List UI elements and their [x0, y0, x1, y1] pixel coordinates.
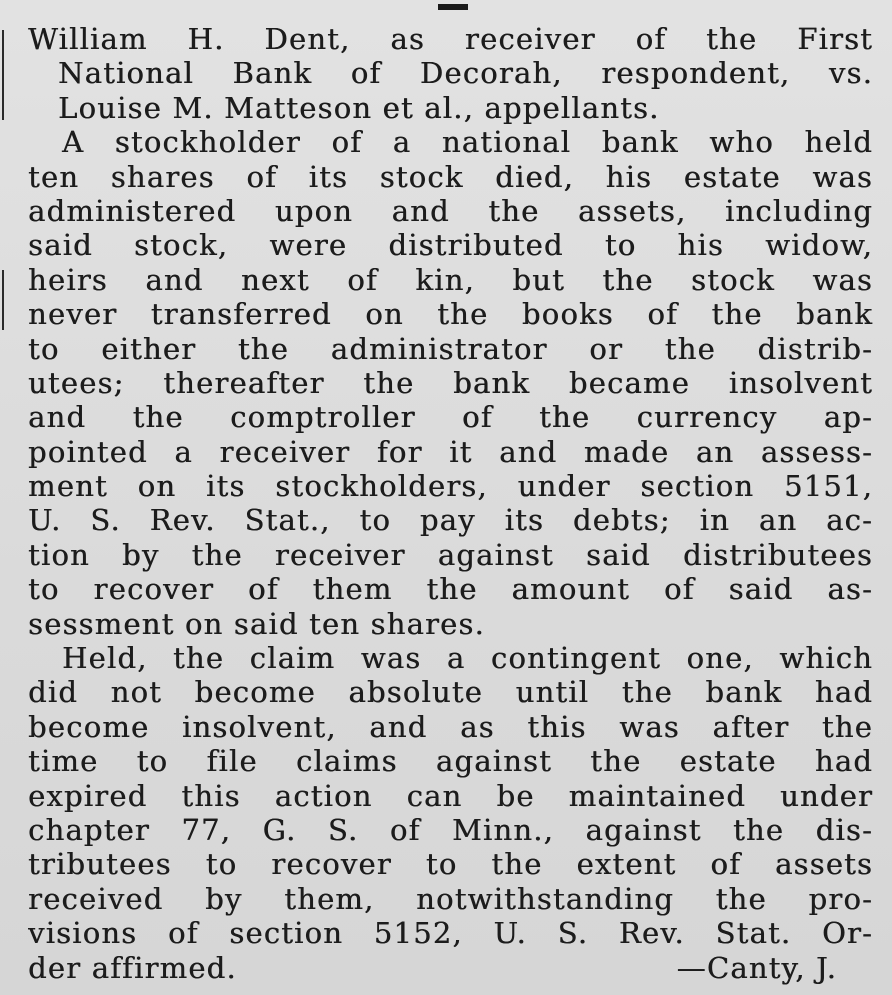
syllabus-line: to either the administrator or the distrib- — [28, 331, 873, 366]
syllabus-line: sessment on said ten shares. — [28, 606, 485, 641]
syllabus-line: ment on its stockholders, under section 5151, — [28, 469, 873, 504]
holding-line: received by them, notwithstanding the pro- — [28, 881, 873, 916]
judge-signature: —Canty, J. — [676, 950, 837, 985]
holding-line: tributees to recover to the extent of assets — [28, 847, 873, 882]
case-caption-line: National Bank of Decorah, respondent, vs. — [58, 56, 873, 91]
syllabus-line: tion by the receiver against said distributees — [28, 537, 873, 572]
syllabus-line: said stock, were distributed to his widow, — [28, 228, 873, 263]
holding-line: did not become absolute until the bank had — [28, 675, 873, 710]
syllabus-line: heirs and next of kin, but the stock was — [28, 262, 873, 297]
syllabus-line: ten shares of its stock died, his estate was — [28, 159, 873, 194]
syllabus-line: A stockholder of a national bank who held — [62, 125, 873, 160]
left-edge-mark — [2, 30, 4, 120]
holding-line: expired this action can be maintained under — [28, 778, 873, 813]
left-edge-mark — [2, 270, 4, 330]
syllabus-line: administered upon and the assets, including — [28, 193, 873, 228]
order-line — [28, 951, 873, 985]
holding-line: time to file claims against the estate had — [28, 744, 873, 779]
case-caption-line: William H. Dent, as receiver of the First — [28, 22, 873, 56]
holding-line: chapter 77, G. S. of Minn., against the dis- — [28, 812, 873, 847]
text-column — [28, 22, 873, 985]
syllabus-line: U. S. Rev. Stat., to pay its debts; in an ac- — [28, 503, 873, 538]
case-caption-line: Louise M. Matteson et al., appellants. — [58, 90, 660, 125]
holding-line: become insolvent, and as this was after the — [28, 709, 873, 744]
holding-line: Held, the claim was a contingent one, which — [62, 641, 873, 676]
syllabus-line: and the comptroller of the currency ap- — [28, 400, 873, 435]
syllabus-line: never transferred on the books of the bank — [28, 297, 873, 332]
order-text: der affirmed. — [28, 950, 237, 985]
syllabus-line: to recover of them the amount of said as- — [28, 572, 873, 607]
holding-line: visions of section 5152, U. S. Rev. Stat. Or- — [28, 916, 873, 951]
column-top-rule — [438, 4, 468, 10]
syllabus-line: utees; thereafter the bank became insolvent — [28, 365, 873, 400]
syllabus-line: pointed a receiver for it and made an assess- — [28, 434, 873, 469]
